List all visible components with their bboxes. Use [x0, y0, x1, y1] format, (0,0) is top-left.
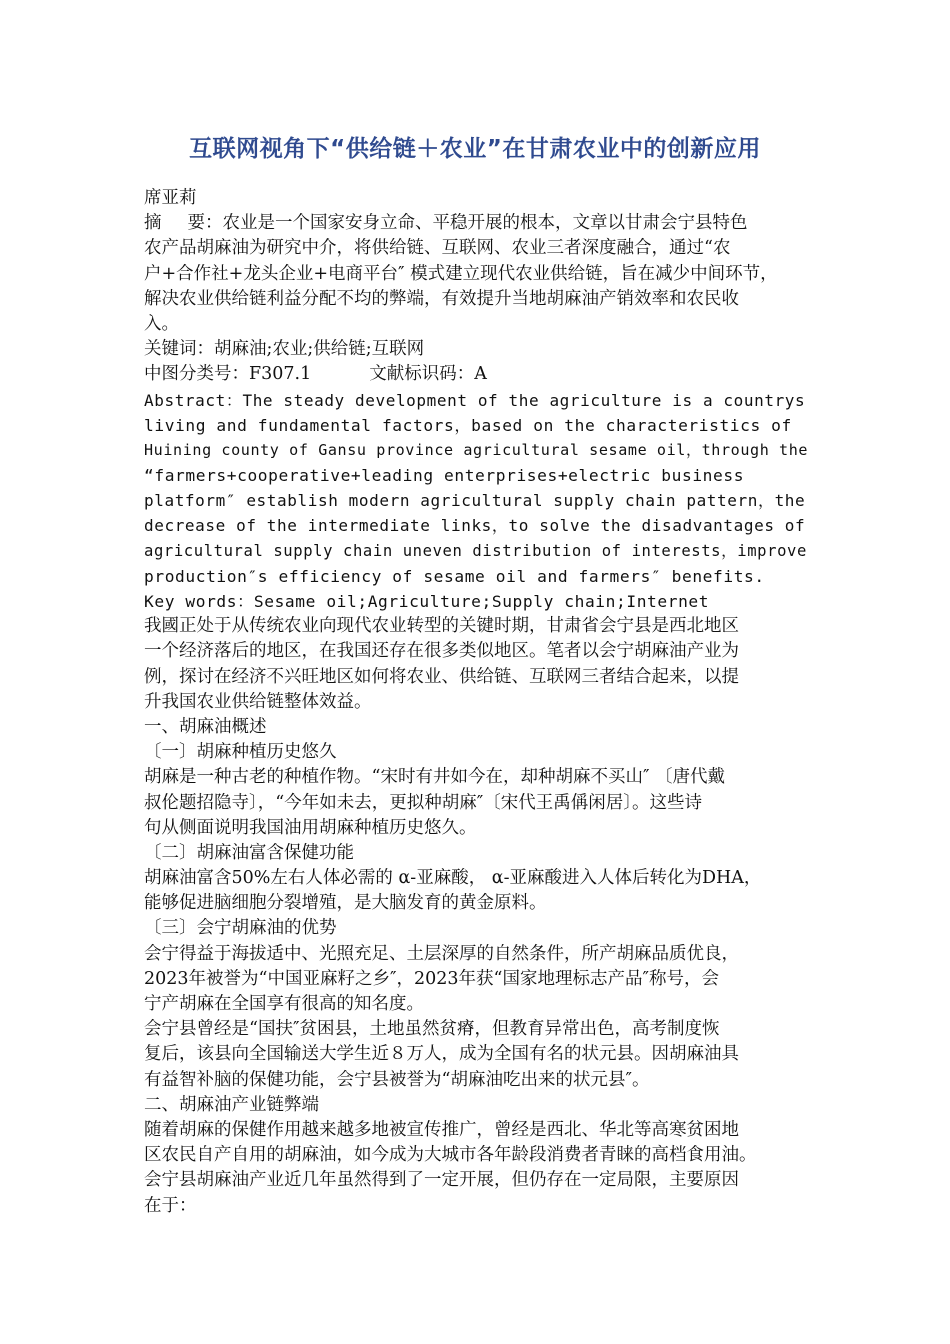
paragraph-line: 有益智补脑的保健功能，会宁县被誉为“胡麻油吃出来的状元县″。	[144, 1069, 650, 1090]
subsection-heading: 〔一〕胡麻种植历史悠久	[144, 742, 337, 763]
paragraph-line: 在于：	[144, 1195, 197, 1216]
keywords-cn: 关键词：胡麻油;农业;供给链;互联网	[144, 339, 425, 360]
paragraph-line: 会宁县曾经是“国扶″贫困县，土地虽然贫瘠，但教育异常出色，高考制度恢	[144, 1019, 720, 1040]
intro-line: 我國正处于从传统农业向现代农业转型的关键时期，甘肃省会宁县是西北地区	[144, 616, 739, 637]
paragraph-line: 宁产胡麻在全国享有很高的知名度。	[144, 994, 424, 1014]
paragraph-line: 复后，该县向全国输送大学生近８万人，成为全国有名的状元县。因胡麻油具	[144, 1044, 739, 1065]
paragraph-line: 胡麻是一种古老的种植作物。“宋时有井如今在，却种胡麻不买山″ 〔唐代戴	[144, 767, 726, 788]
paragraph-line: 2023年被誉为“中国亚麻籽之乡″，2023年获“国家地理标志产品″称号，会	[144, 968, 720, 989]
paper-title: 互联网视角下“供给链＋农业”在甘肃农业中的创新应用	[189, 136, 761, 162]
abstract-en-line: decrease of the intermediate links，to solve the disadvantages of	[144, 516, 806, 536]
paragraph-line: 能够促进脑细胞分裂增殖，是大脑发育的黄金原料。	[144, 893, 547, 914]
clc-code: 中图分类号：F307.1	[144, 364, 312, 385]
abstract-text: 农业是一个国家安身立命、平稳开展的根本，文章以甘肃会宁县特色	[222, 213, 748, 234]
abstract-cn-line	[144, 211, 812, 236]
paragraph-line: 胡麻油富含50%左右人体必需的 α-亚麻酸， α-亚麻酸进入人体后转化为DHA，	[144, 868, 762, 889]
paper-body	[144, 186, 812, 1219]
author: 席亚莉	[144, 188, 197, 208]
subsection-heading: 〔三〕会宁胡麻油的优势	[144, 918, 337, 939]
abstract-en-line: Huining county of Gansu province agricultural sesame oil，through the	[144, 440, 809, 459]
abstract-en-line: “farmers+cooperative+leading enterprises+electric business	[144, 466, 745, 486]
section-heading: 二、胡麻油产业链弊端	[144, 1094, 319, 1115]
paragraph-line: 区农民自产自用的胡麻油，如今成为大城市各年龄段消费者青睐的高档食用油。	[144, 1145, 757, 1166]
intro-line: 一个经济落后的地区，在我国还存在很多类似地区。笔者以会宁胡麻油产业为	[144, 641, 739, 662]
intro-line: 升我国农业供给链整体效益。	[144, 691, 372, 712]
abstract-label-a: 摘	[144, 213, 162, 234]
abstract-en-line: agricultural supply chain uneven distribution of interests，improve	[144, 541, 807, 560]
classification-line	[144, 362, 812, 387]
abstract-cn-line: 入。	[144, 313, 179, 334]
subsection-heading: 〔二〕胡麻油富含保健功能	[144, 842, 354, 863]
keywords-en: Key words：Sesame oil;Agriculture;Supply chain;Internet	[144, 592, 710, 611]
paragraph-line: 会宁得益于海拔适中、光照充足、土层深厚的自然条件，所产胡麻品质优良，	[144, 943, 739, 964]
abstract-label-b: 要：	[187, 213, 223, 234]
doc-code: 文献标识码：A	[369, 364, 487, 385]
paragraph-line: 随着胡麻的保健作用越来越多地被宣传推广，曾经是西北、华北等高寒贫困地	[144, 1119, 739, 1140]
paragraph-line: 句从侧面说明我国油用胡麻种植历史悠久。	[144, 817, 477, 838]
paragraph-line: 会宁县胡麻油产业近几年虽然得到了一定开展，但仍存在一定局限，主要原因	[144, 1170, 739, 1191]
paragraph-line: 叔伦题招隐寺〕，“今年如未去，更拟种胡麻″〔宋代王禹偁闲居〕。这些诗	[144, 792, 702, 813]
abstract-cn-line: 农产品胡麻油为研究中介，将供给链、互联网、农业三者深度融合，通过“农	[144, 238, 731, 259]
intro-line: 例，探讨在经济不兴旺地区如何将农业、供给链、互联网三者结合起来，以提	[144, 666, 739, 687]
abstract-en-line: living and fundamental factors，based on the characteristics of	[144, 415, 792, 435]
abstract-cn-line: 户+合作社+龙头企业+电商平台″ 模式建立现代农业供给链，旨在减少中间环节，	[144, 263, 778, 284]
abstract-en-line: platform″ establish modern agricultural supply chain pattern，the	[144, 491, 806, 511]
abstract-cn-line: 解决农业供给链利益分配不均的弊端，有效提升当地胡麻油产销效率和农民收	[144, 288, 739, 309]
section-heading: 一、胡麻油概述	[144, 716, 267, 737]
abstract-en-line: production″s efficiency of sesame oil and farmers″ benefits.	[144, 566, 765, 586]
abstract-en-line: Abstract：The steady development of the agriculture is a countrys	[144, 390, 806, 410]
